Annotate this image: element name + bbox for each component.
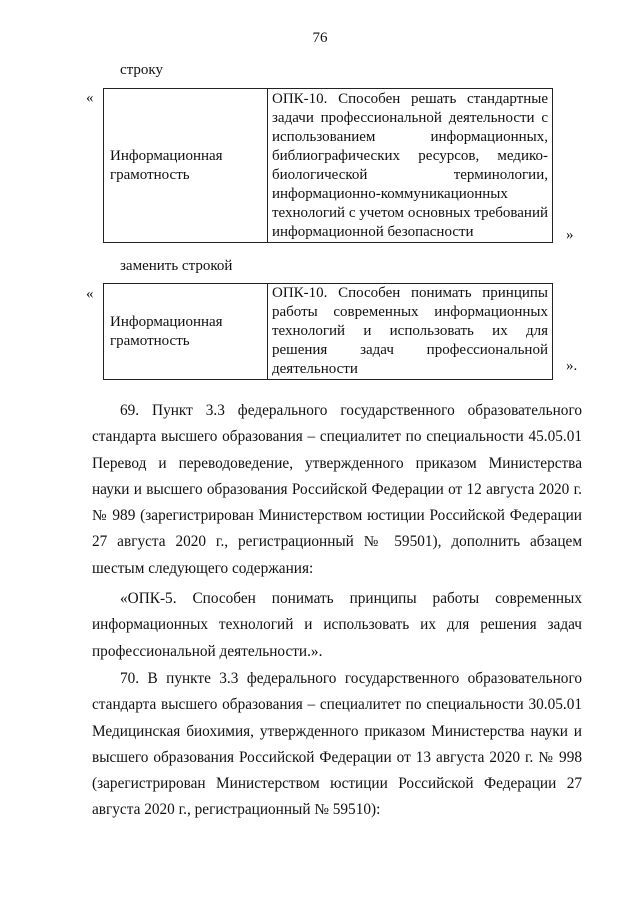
page-number: 76 <box>312 30 328 46</box>
paragraph-70 <box>92 666 582 824</box>
lead-text-stroku: строку <box>120 62 163 78</box>
table1-right-cell: ОПК-10. Способен решать стандартные задачи профессиональной деятельности с использованием информационных, библиографических ресурсов, медико-биологической терминологии, информационно-коммуникационных технологий с учетом основных требований информационной безопасности <box>268 89 553 243</box>
close-quote-1: » <box>566 227 574 243</box>
paragraph-opk5-text: «ОПК-5. Способен понимать принципы работы современных информационных технологий и использовать их для решения задач профессиональной деятельности.». <box>92 590 582 660</box>
competency-table-2 <box>103 283 553 380</box>
competency-table-1 <box>103 88 553 243</box>
table2-left-cell: Информационная грамотность <box>104 284 268 380</box>
lead-text-zamenit: заменить строкой <box>120 258 233 274</box>
paragraph-69 <box>92 398 582 582</box>
paragraph-opk5 <box>92 586 582 665</box>
open-quote-1: « <box>86 90 94 106</box>
paragraph-70-text: 70. В пункте 3.3 федерального государственного образовательного стандарта высшего образования – специалитет по специальности 30.05.01 Медицинская биохимия, утвержденного приказом Министерства науки и высшего образования Российской Федерации от 13 августа 2020 г. № 998 (зарегистрирован Министерством юстиции Российской Федерации 27 августа 2020 г., регистрационный № 59510): <box>92 670 582 819</box>
open-quote-2: « <box>86 286 94 302</box>
paragraph-69-text: 69. Пункт 3.3 федерального государственного образовательного стандарта высшего образования – специалитет по специальности 45.05.01 Перевод и переводоведение, утвержденного приказом Министерства науки и высшего образования Российской Федерации от 12 августа 2020 г. № 989 (зарегистрирован Министерством юстиции Российской Федерации 27 августа 2020 г., регистрационный № 59501), дополнить абзацем шестым следующего содержания: <box>92 402 582 577</box>
table1-left-cell: Информационная грамотность <box>104 89 268 243</box>
close-quote-2: ». <box>566 358 578 374</box>
table2-right-cell: ОПК-10. Способен понимать принципы работы современных информационных технологий и использовать их для решения задач профессиональной деятельности <box>268 284 553 380</box>
